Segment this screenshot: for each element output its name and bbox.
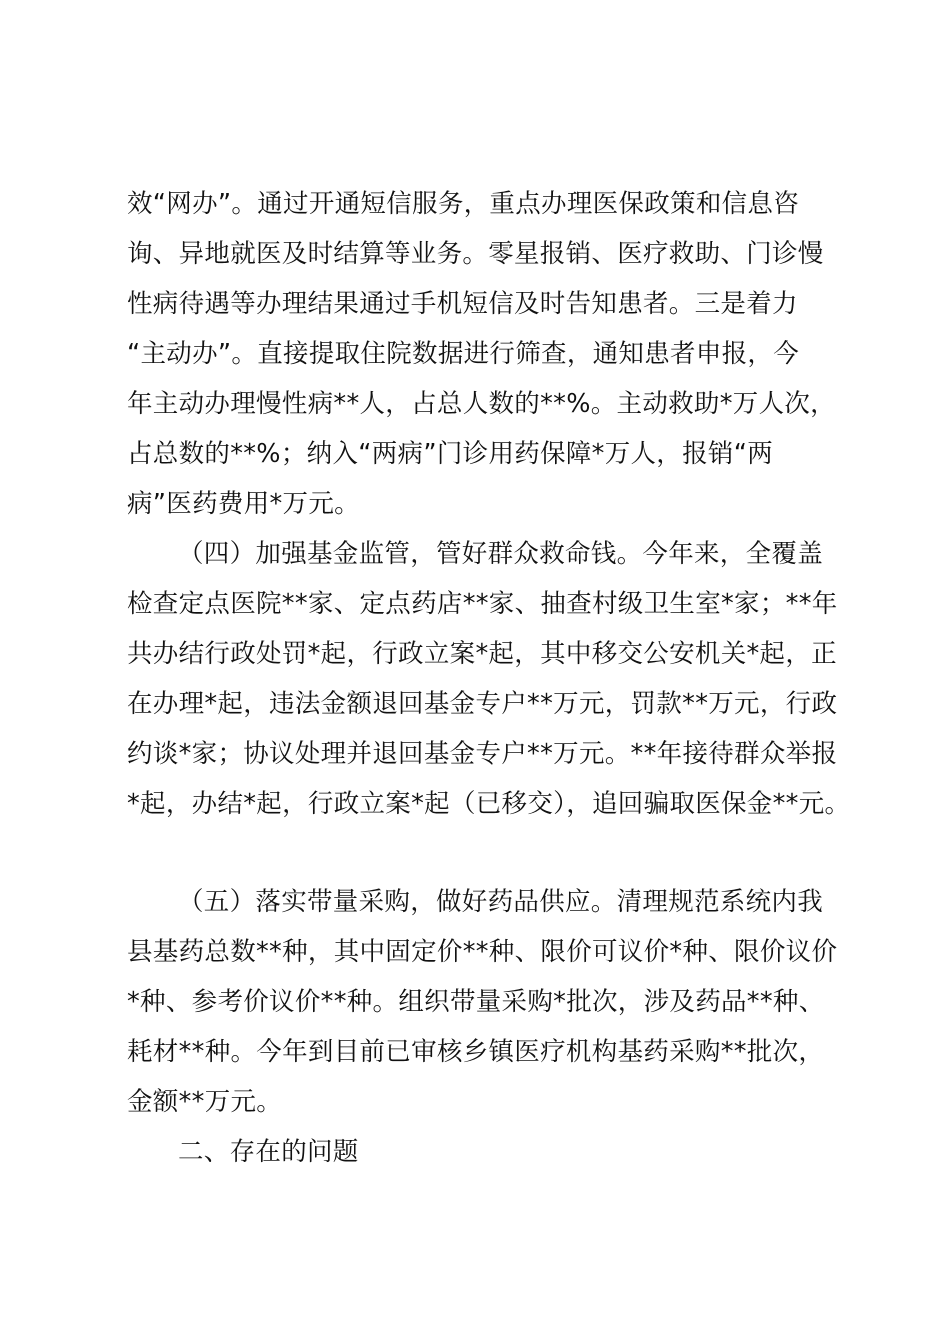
- text-line: 金额**万元。: [127, 1087, 283, 1117]
- text-line: 耗材**种。今年到目前已审核乡镇医疗机构基药采购**批次，: [127, 1037, 825, 1067]
- text-line: 病”医药费用*万元。: [127, 489, 360, 519]
- paragraph-heading-5: （五）落实带量采购，做好药品供应。清理规范系统内我: [178, 887, 824, 917]
- text-line: 询、异地就医及时结算等业务。零星报销、医疗救助、门诊慢: [127, 239, 824, 269]
- text-line: 共办结行政处罚*起，行政立案*起，其中移交公安机关*起，正: [127, 639, 837, 669]
- text-line: *起，办结*起，行政立案*起（已移交），追回骗取医保金**元。: [127, 789, 851, 819]
- text-line: 县基药总数**种，其中固定价**种、限价可议价*种、限价议价: [127, 937, 838, 967]
- paragraph-heading-4: （四）加强基金监管，管好群众救命钱。今年来，全覆盖: [178, 539, 824, 569]
- text-line: 在办理*起，违法金额退回基金专户**万元，罚款**万元，行政: [127, 689, 838, 719]
- text-line: 约谈*家；协议处理并退回基金专户**万元。**年接待群众举报: [127, 739, 838, 769]
- text-line: 检查定点医院**家、定点药店**家、抽查村级卫生室*家；**年: [127, 589, 838, 619]
- text-line: *种、参考价议价**种。组织带量采购*批次，涉及药品**种、: [127, 987, 825, 1017]
- text-line: 性病待遇等办理结果通过手机短信及时告知患者。三是着力: [127, 289, 798, 319]
- text-line: 年主动办理慢性病**人，占总人数的**%。主动救助*万人次，: [127, 389, 836, 419]
- section-heading: 二、存在的问题: [178, 1137, 359, 1167]
- text-line: “主动办”。直接提取住院数据进行筛查，通知患者申报，今: [127, 339, 800, 369]
- text-line: 效“网办”。通过开通短信服务，重点办理医保政策和信息咨: [127, 189, 800, 219]
- text-line: 占总数的**%；纳入“两病”门诊用药保障*万人，报销“两: [127, 439, 774, 469]
